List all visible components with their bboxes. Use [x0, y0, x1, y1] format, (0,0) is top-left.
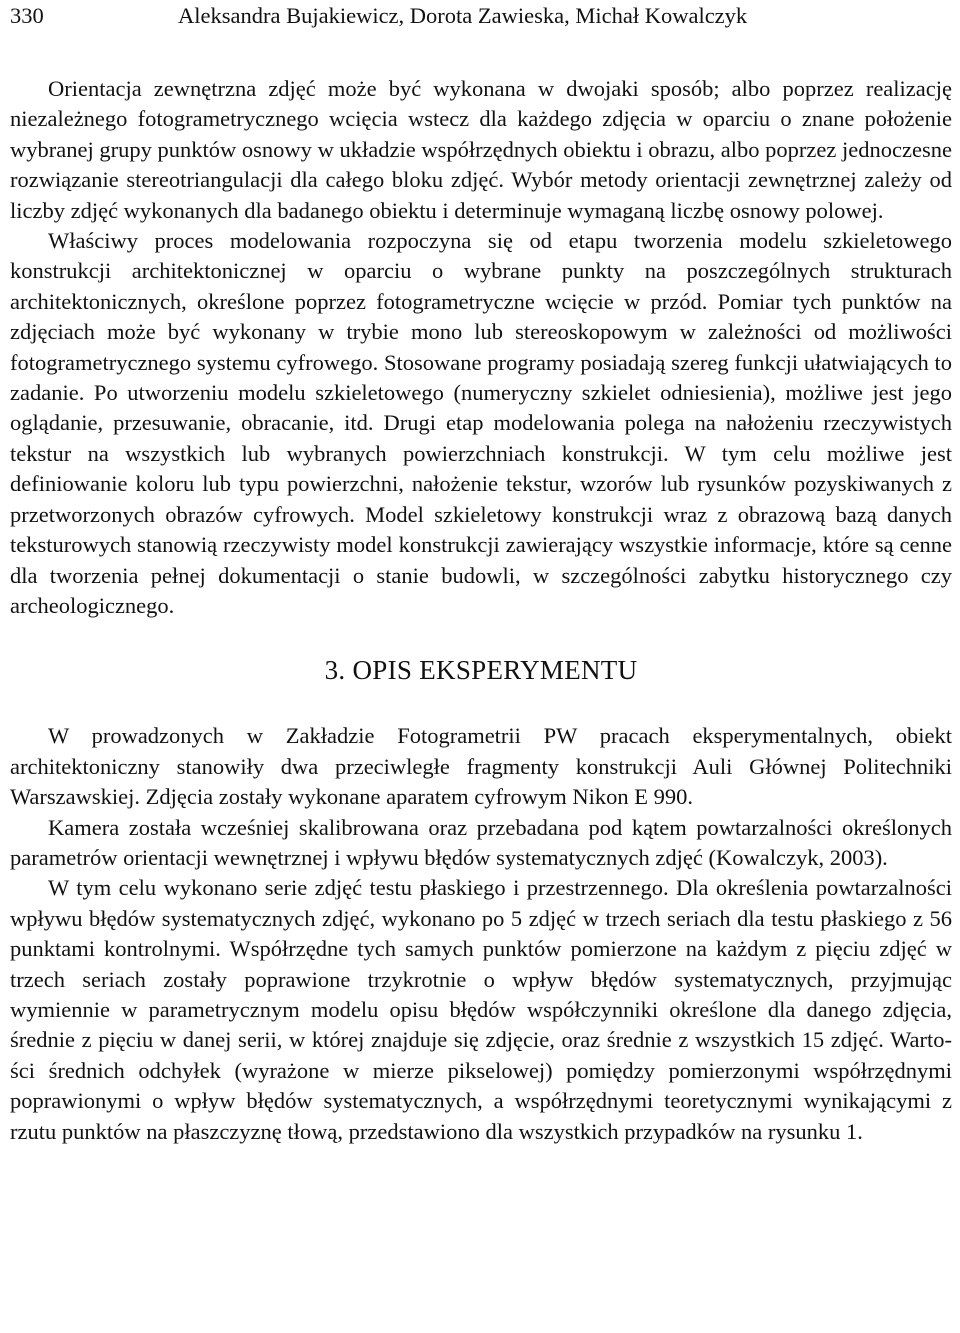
paragraph: W prowadzonych w Zakładzie Fotogrametrii PW pracach eksperymentalnych, obiekt architektoniczny stanowiły dwa przeciwległe fragmenty konstrukcji Auli Głównej Politechniki Warszawskiej. Zdjęcia zostały wykonane aparatem cyfrowym Nikon E 990.: [10, 723, 952, 810]
running-head-authors: Aleksandra Bujakiewicz, Dorota Zawieska, Michał Kowalczyk: [178, 3, 748, 28]
body-text: [10, 74, 952, 1147]
page-number: 330: [10, 3, 44, 28]
page: [10, 0, 952, 1144]
paragraph: Kamera została wcześniej skalibrowana oraz przebadana pod kątem powtarzalności określonych parametrów orientacji wewnętrznej i wpływu błędów systematycznych zdjęć (Kowalczyk, 2003).: [10, 814, 952, 870]
paragraph: Właściwy proces modelowania rozpoczyna się od etapu tworzenia modelu szkieletowego konstrukcji architektonicznej w oparciu o wybrane punkty na poszczególnych strukturach architektonicznych, określone poprzez fotogrametryczne wcięcie w przód. Pomiar tych punktów na zdjęciach może być wykonany w trybie mono lub stereoskopowym w zależności od możliwości fotogrametrycznego systemu cyfrowego. Stosowane programy posiadają szereg funkcji ułatwiających to zadanie. Po utworzeniu modelu szkieletowego (numeryczny szkielet odniesienia), możliwe jest jego oglądanie, przesuwanie, obracanie, itd. Drugi etap modelowania polega na nałożeniu rzeczywistych tekstur na wszystkich lub wybranych powierzchniach konstrukcji. W tym celu możliwe jest definiowanie koloru lub typu powierzchni, nałożenie tekstur, wzorów lub rysunków pozyskiwanych z przetworzonych obrazów cyfrowych. Model szkieletowy konstrukcji wraz z obrazową bazą danych teksturowych stanowią rzeczywisty model konstrukcji zawierający wszystkie informacje, które są cenne dla tworzenia pełnej dokumentacji o stanie budowli, w szczególności zabytku historycznego czy archeologicznego.: [10, 228, 952, 618]
paragraph: Orientacja zewnętrzna zdjęć może być wykonana w dwojaki sposób; albo poprzez realizację niezależnego fotogrametrycznego wcięcia wstecz dla każdego zdjęcia w oparciu o znane położenie wybranej grupy punktów osnowy w układzie współrzędnych obiektu i obrazu, albo poprzez jednoczesne rozwiązanie stereotriangulacji dla całego bloku zdjęć. Wybór metody orientacji zewnętrznej zależy od liczby zdjęć wykonanych dla badanego obiektu i determinuje wymaganą liczbę osnowy polowej.: [10, 76, 952, 223]
section-heading: 3. OPIS EKSPERYMENTU: [324, 655, 638, 686]
running-header: [10, 2, 952, 32]
paragraph: W tym celu wykonano serie zdjęć testu płaskiego i przestrzennego. Dla określenia powtarzalności wpływu błędów systematycznych zdjęć, wykonano po 5 zdjęć w trzech seriach dla testu płaskiego z 56 punktami kontrolnymi. Współrzędne tych samych punktów pomierzone na każdym z pięciu zdjęć w trzech seriach zostały poprawione trzykrotnie o wpływ błędów systematycznych, przyjmując wymiennie w parametrycznym modelu opisu błędów współczynniki określone dla danego zdjęcia, średnie z pięciu w danej serii, w której znajduje się zdjęcie, oraz średnie z wszystkich 15 zdjęć. Wartości średnich odchyłek (wyrażone w mierze pikselowej) pomiędzy pomierzonymi współrzędnymi poprawionymi o wpływ błędów systematycznych, a współrzędnymi teoretycznymi wynikającymi z rzutu punktów na płaszczyznę tłową, przedstawiono dla wszystkich przypadków na rysunku 1.: [10, 875, 952, 1144]
